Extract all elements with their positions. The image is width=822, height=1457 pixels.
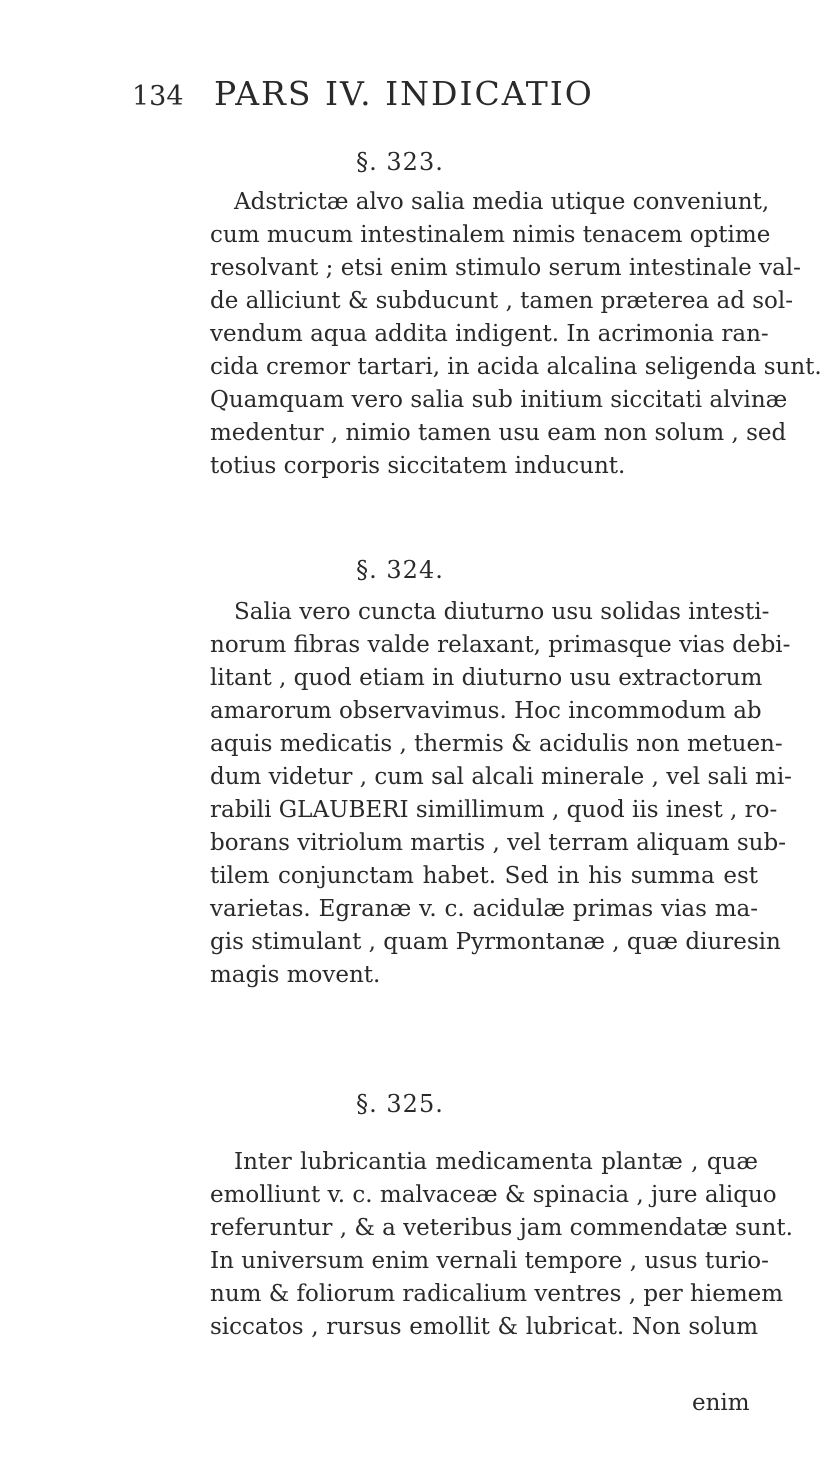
text-line: norum fibras valde relaxant, primasque vias debi- xyxy=(210,632,791,658)
text-line: totius corporis siccitatem inducunt. xyxy=(210,453,626,479)
text-line: cida cremor tartari, in acida alcalina seligenda sunt. xyxy=(210,354,822,380)
text-line: borans vitriolum martis , vel terram aliquam sub- xyxy=(210,830,786,856)
text-line: vendum aqua addita indigent. In acrimonia ran- xyxy=(210,321,769,347)
text-line: dum videtur , cum sal alcali minerale , vel sali mi- xyxy=(210,764,792,790)
running-header xyxy=(132,74,772,124)
text-line: tilem conjunctam habet. Sed in his summa est xyxy=(210,863,758,889)
page-number: 134 xyxy=(132,81,184,112)
text-line: medentur , nimio tamen usu eam non solum , sed xyxy=(210,420,787,446)
section-mark-323: §. 323. xyxy=(356,148,444,176)
text-line: varietas. Egranæ v. c. acidulæ primas vias ma- xyxy=(210,896,758,922)
text-line: amarorum observavimus. Hoc incommodum ab xyxy=(210,698,762,724)
text-line: Quamquam vero salia sub initium siccitati alvinæ xyxy=(210,387,788,413)
catchword: enim xyxy=(692,1390,750,1416)
text-line: Salia vero cuncta diuturno usu solidas intesti- xyxy=(234,599,770,625)
text-line: magis movent. xyxy=(210,962,381,988)
text-line: Adstrictæ alvo salia media utique conveniunt, xyxy=(234,189,770,215)
text-line: Inter lubricantia medicamenta plantæ , quæ xyxy=(234,1149,758,1175)
text-line: siccatos , rursus emollit & lubricat. Non solum xyxy=(210,1314,758,1340)
section-mark-324: §. 324. xyxy=(356,556,444,584)
text-line: resolvant ; etsi enim stimulo serum intestinale val- xyxy=(210,255,801,281)
text-line: num & foliorum radicalium ventres , per hiemem xyxy=(210,1281,784,1307)
text-line: cum mucum intestinalem nimis tenacem optime xyxy=(210,222,771,248)
text-line: emolliunt v. c. malvaceæ & spinacia , jure aliquo xyxy=(210,1182,777,1208)
paragraph-325 xyxy=(210,1146,793,1344)
text-line: rabili GLAUBERI simillimum , quod iis inest , ro- xyxy=(210,797,778,823)
section-mark-325: §. 325. xyxy=(356,1090,444,1118)
paragraph-323 xyxy=(210,186,822,483)
text-line: aquis medicatis , thermis & acidulis non metuen- xyxy=(210,731,783,757)
text-line: de alliciunt & subducunt , tamen præterea ad sol- xyxy=(210,288,794,314)
text-line: litant , quod etiam in diuturno usu extractorum xyxy=(210,665,763,691)
text-line: In universum enim vernali tempore , usus turio- xyxy=(210,1248,769,1274)
text-line: referuntur , & a veteribus jam commendatæ sunt. xyxy=(210,1215,793,1241)
text-line: gis stimulant , quam Pyrmontanæ , quæ diuresin xyxy=(210,929,781,955)
running-title: PARS IV. INDICATIO xyxy=(214,74,594,113)
paragraph-324 xyxy=(210,596,792,992)
